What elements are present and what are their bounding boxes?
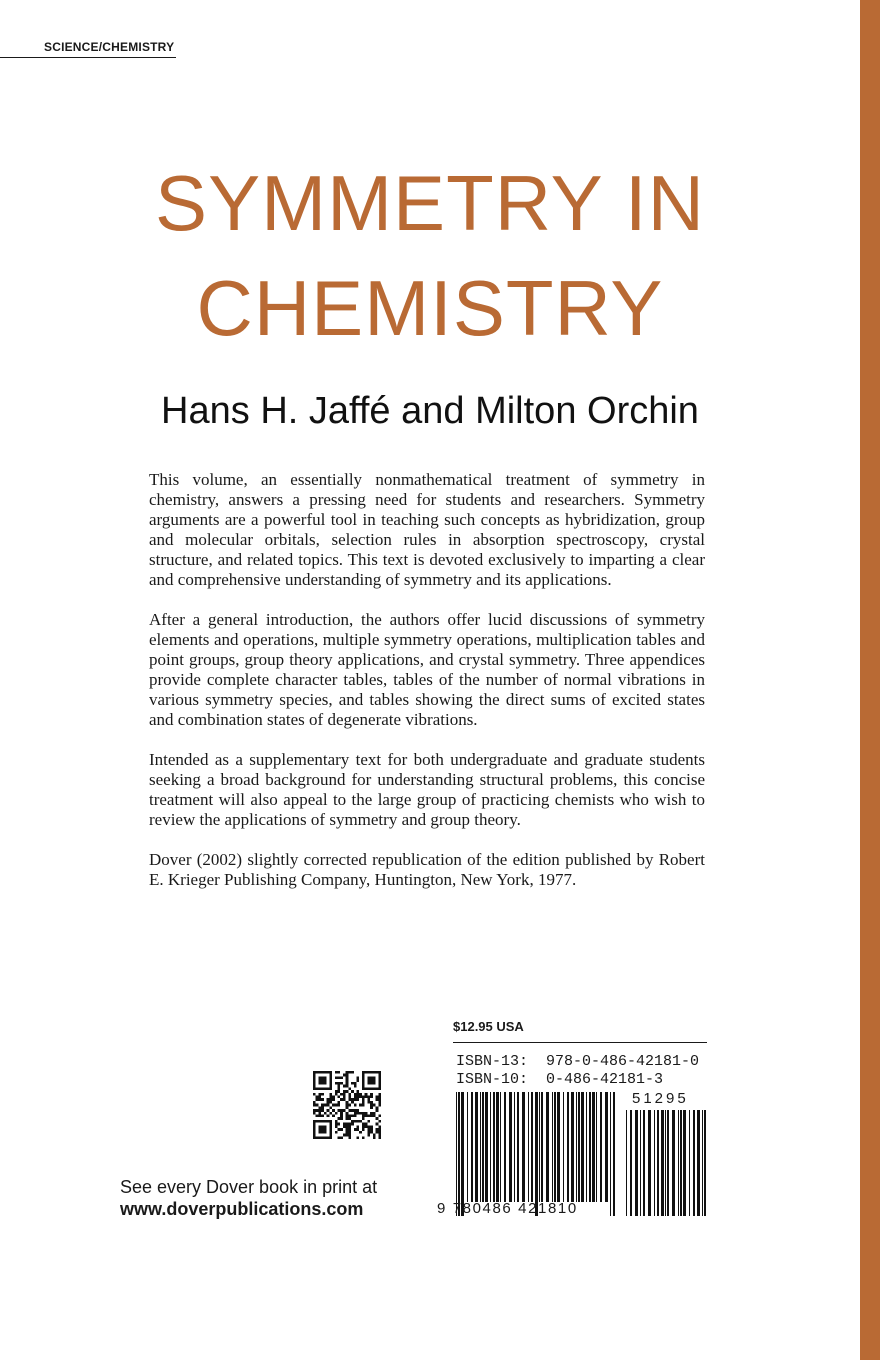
price-divider [453,1042,707,1043]
dover-website-link[interactable]: www.doverpublications.com [120,1199,364,1219]
barcode-digits: 9 780486 421810 [437,1200,578,1217]
book-description [149,470,705,910]
description-paragraph-3: Intended as a supplementary text for both undergraduate and graduate students seeking a broad background for understanding structural problems, this concise treatment will also appeal to the large group of practicing chemists who wish to review the applications of symmetry and group theory. [149,750,705,829]
isbn-13: ISBN-13: 978-0-486-42181-0 [456,1053,700,1070]
cover-spine-strip [860,0,880,1360]
description-paragraph-4: Dover (2002) slightly corrected republication of the edition published by Robert E. Krieger Publishing Company, Huntington, New York, 1977. [149,850,705,889]
addon-barcode-digits: 51295 [632,1090,689,1107]
description-paragraph-1: This volume, an essentially nonmathematical treatment of symmetry in chemistry, answers a pressing need for students and researchers. Symmetry arguments are a powerful tool in teaching such concepts as hybridization, group and molecular orbitals, selection rules in absorption spectroscopy, crystal structure, and related topics. This text is devoted exclusively to imparting a clear and comprehensive understanding of symmetry and its applications. [149,470,705,589]
price-label: $12.95 USA [453,1019,524,1034]
book-title-line-1: SYMMETRY IN [155,159,705,247]
qr-code-icon[interactable] [313,1071,381,1139]
book-title-line-2: CHEMISTRY [196,264,664,352]
category-text: SCIENCE/CHEMISTRY [44,40,175,54]
addon-barcode-icon [626,1110,706,1216]
isbn-10: ISBN-10: 0-486-42181-3 [456,1071,664,1088]
dover-promo-text: See every Dover book in print at [120,1177,378,1197]
description-paragraph-2: After a general introduction, the authors offer lucid discussions of symmetry elements and operations, multiple symmetry operations, multiplication tables and point groups, group theory applications, and crystal symmetry. Three appendices provide complete character tables, tables of the number of normal vibrations in various symmetry species, and tables showing the direct sums of excited states and combination states of degenerate vibrations. [149,610,705,729]
book-authors: Hans H. Jaffé and Milton Orchin [161,390,699,432]
category-label [0,40,176,58]
barcode-icon [456,1092,616,1216]
